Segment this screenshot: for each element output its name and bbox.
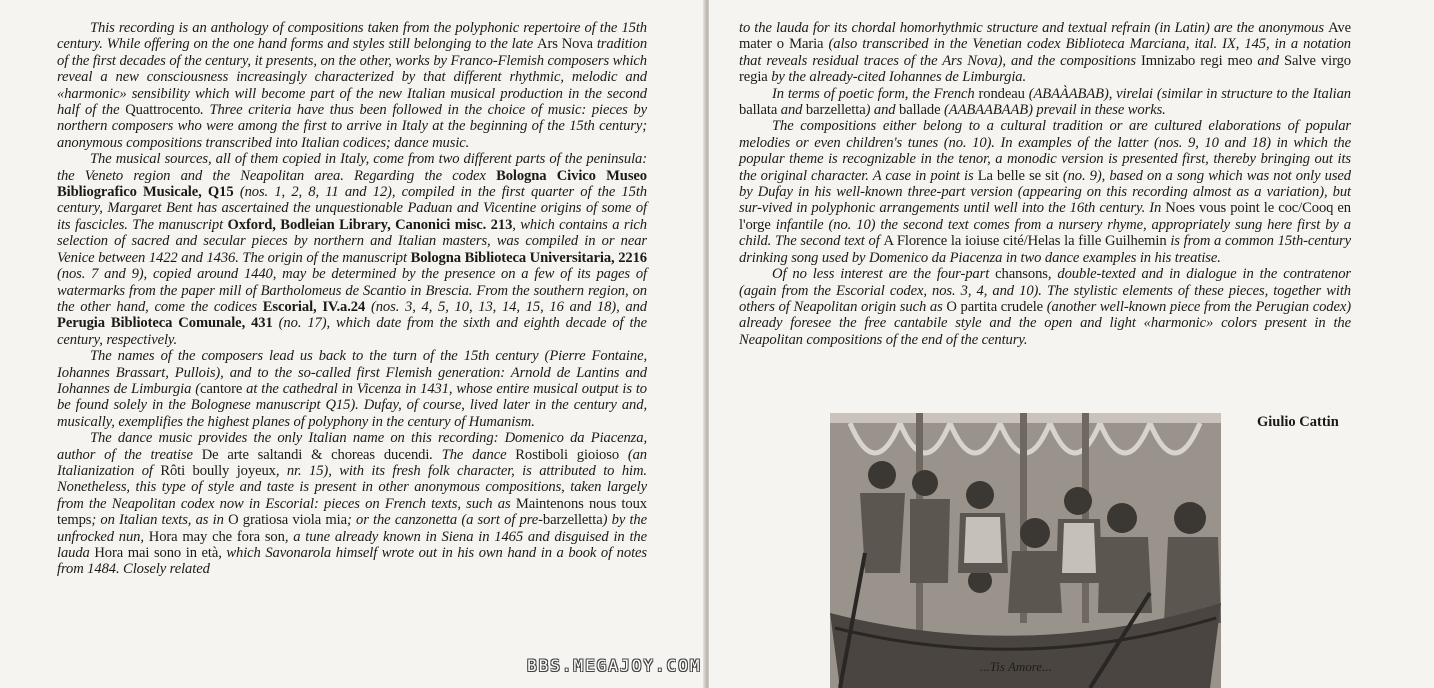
text-run: at the cathedral in Vicenza in 1431, whose entire musical output is to be found solely in the Bolognese manuscript Q15). Dufay, of course, lived later in the century and, musically, exemplifies the highest planes of polyphony in the century of Humanism. — [57, 380, 647, 430]
text-run: , which Savonarola himself wrote out in his own hand in a book of notes from 1484. Closely related — [57, 545, 647, 578]
text-run: ; or the canzonetta (a sort of pre- — [346, 512, 543, 529]
roman-text-run: Ars Nova — [537, 36, 593, 53]
text-run: The musical sources, all of them copied in Italy, come from two different parts of the peninsula: the Veneto region and the Neapolitan area. Regarding the codex — [57, 151, 647, 184]
paragraph — [739, 118, 1351, 266]
roman-text-run: rondeau — [978, 85, 1025, 102]
roman-text-run: Salve virgo regia — [739, 52, 1351, 86]
author-signature: Giulio Cattin — [1257, 414, 1339, 430]
left-page-text — [57, 20, 647, 578]
text-run: ) by the unfrocked nun, — [57, 512, 647, 545]
text-run: and — [777, 102, 806, 119]
roman-text-run: A Florence la ioiuse cité/Helas la fille Guilhemin — [883, 233, 1167, 250]
roman-text-run: ballata — [739, 102, 778, 119]
roman-text-run: Ave mater o Maria — [739, 20, 1351, 53]
text-run: infantile (no. 10) the second text comes from a nursery rhyme, appropriately sung here first by a child. The second text of — [739, 216, 1351, 250]
text-run: (nos. 3, 4, 5, 10, 13, 14, 15, 16 and 18), and — [365, 298, 647, 315]
bold-text-run: Escorial, IV.a.24 — [262, 298, 366, 315]
roman-text-run: Noes vous point le coc/Cooq en l'orge — [739, 200, 1352, 233]
paragraph — [57, 348, 647, 430]
roman-text-run: barzelletta — [542, 512, 603, 529]
text-run: This recording is an anthology of compositions taken from the polyphonic repertoire of the 15th century. While offering on the one hand forms and styles still belonging to the late — [57, 20, 647, 53]
text-run: (another well-known piece from the Perugian codex) already foresee the free cantabile style and the open and light «harmonic» colors present in the Neapolitan compositions of the end of the century. — [739, 298, 1351, 348]
hull-inscription: ...Tis Amore... — [980, 659, 1052, 674]
paragraph — [57, 430, 647, 578]
bold-text-run: Oxford, Bodleian Library, Canonici misc. 213 — [227, 216, 513, 233]
text-run: , which contains a rich selection of sacred and secular pieces by northern and Italian masters, was compiled in or near Venice between 1422 and 1436. The origin of the manuscript — [57, 216, 647, 266]
paragraph — [739, 20, 1351, 86]
roman-text-run: O gratiosa viola mia — [228, 512, 347, 529]
text-run: (an Italianization of — [57, 446, 648, 479]
text-run: is from a common 15th-century drinking song used by Domenico da Piacenza in two dance examples in his treatise. — [739, 233, 1351, 266]
roman-text-run: Rostiboli gioioso — [515, 446, 620, 463]
roman-text-run: La belle se sit — [977, 167, 1059, 184]
text-run: (nos. 7 and 9), copied around 1440, may be determined by the presence on a few of its pages of watermarks from the paper mill of Bartholomeus de Scantio in Brescia. From the southern region, on the other hand, come the codices — [57, 266, 647, 315]
boat-fresco-image — [830, 413, 1221, 688]
text-run: , a tune already known in Siena in 1465 and disguised in the lauda — [57, 528, 647, 561]
text-run: tradition of the first decades of the century, it presents, on the other, works by Franco-Flemish composers which reveal a new consciousness increasingly characterized by that different rhythmic, melodic and «harmonic» sensibility which will become part of the new Italian musical production in the second half of the — [57, 36, 648, 119]
site-watermark: BBS.MEGAJOY.COM — [527, 656, 702, 675]
text-run: ; on Italian texts, as in — [91, 512, 229, 529]
text-run: , double-texted and in dialogue in the contratenor (again from the Escorial codex, nos. 3, 4, and 10). The stylistic elements of these pieces, together with others of Neapolitan origin such as — [739, 266, 1351, 315]
text-run: The compositions either belong to a cultural tradition or are cultured elaborations of popular melodies or even children's tunes (no. 10). In examples of the latter (nos. 9, 10 and 18) in which the popular theme is recognizable in the tenor, a monodic version is presented first, thereby bringing out its the original character. A case in point is — [739, 118, 1351, 184]
text-run: (no. 9), based on a song which was not only used by Dufay in his well-known three-part version (appearing on this recording almost as a variation), but sur-vived in polyphonic arrangements until well into the 16th century. In — [739, 167, 1352, 217]
roman-text-run: O partita crudele — [946, 298, 1044, 315]
roman-text-run: Imnizabo regi meo — [1140, 52, 1253, 69]
right-page-text — [739, 20, 1351, 348]
text-run: . The dance — [429, 446, 516, 463]
roman-text-run: barzelletta — [805, 102, 866, 119]
text-run: . Three criteria have thus been followed in the choice of music: pieces by northern composers who were among the first to arrive in Italy at the beginning of the 15th century; anonymous compositions transcribed into Italian codices; dance music. — [57, 102, 647, 151]
bold-text-run: Perugia Biblioteca Comunale, 431 — [57, 315, 273, 332]
bold-text-run: Bologna Biblioteca Universitaria, 2216 — [410, 249, 647, 266]
text-run: (AABAABAAB) prevail in these works. — [940, 102, 1166, 119]
roman-text-run: Hora may che fora son — [148, 528, 285, 545]
text-run: (also transcribed in the Venetian codex Biblioteca Marciana, ital. IX, 145, in a notation that reveals residual traces of the Ars Nova), and the compositions — [739, 36, 1351, 69]
fresco-illustration — [830, 413, 1221, 688]
paragraph — [57, 20, 647, 151]
roman-text-run: Quattrocento — [125, 102, 201, 119]
text-run: The dance music provides the only Italian name on this recording: Domenico da Piacenza, author of the treatise — [57, 430, 647, 463]
text-run: In terms of poetic form, the French — [772, 85, 979, 102]
roman-text-run: ballade — [899, 102, 941, 119]
paragraph — [57, 151, 647, 348]
roman-text-run: De arte saltandi & choreas ducendi — [201, 446, 430, 463]
text-run: (nos. 1, 2, 8, 11 and 12), compiled in the first quarter of the 15th century, Margaret Bent has ascertained the unquestionable Paduan and Vicentine origins of some of its fascicles. The manuscript — [57, 184, 647, 233]
text-run: and — [1252, 52, 1285, 69]
text-run: (no. 17), which date from the sixth and eighth decade of the century, respectively. — [57, 315, 647, 348]
text-run: , nr. 15), with its fresh folk character, is attributed to him. Nonetheless, this type of style and taste is present in other anonymous compositions, taken largely from the Neapolitan codex now in Escorial: pieces on French texts, such as — [57, 462, 647, 512]
roman-text-run: Maintenons nous toux temps — [57, 495, 647, 529]
text-run: to the lauda for its chordal homorhythmic structure and textual refrain (in Latin) are the anonymous — [739, 20, 1329, 36]
roman-text-run: Rôti boully joyeux — [160, 462, 276, 479]
text-run: ) and — [865, 102, 900, 119]
roman-text-run: Hora mai sono in età — [94, 545, 219, 561]
text-run: (ABAÀABAB), virelai (similar in structure to the Italian — [1024, 85, 1351, 102]
roman-text-run: cantore — [200, 380, 243, 397]
paragraph — [739, 266, 1351, 348]
text-run: Of no less interest are the four-part — [772, 266, 996, 283]
roman-text-run: chansons — [995, 266, 1048, 283]
text-run: The names of the composers lead us back to the turn of the 15th century (Pierre Fontaine, Iohannes Brassart, Pullois), and to the so-called first Flemish generation: Arnold de Lantins and Iohannes de Limburgia ( — [57, 348, 647, 397]
bold-text-run: Bologna Civico Museo Bibliografico Musicale, Q15 — [57, 167, 647, 201]
paragraph — [739, 86, 1351, 119]
right-page — [709, 0, 1434, 688]
text-run: by the already-cited Iohannes de Limburgia. — [767, 69, 1027, 86]
left-page — [0, 0, 707, 688]
